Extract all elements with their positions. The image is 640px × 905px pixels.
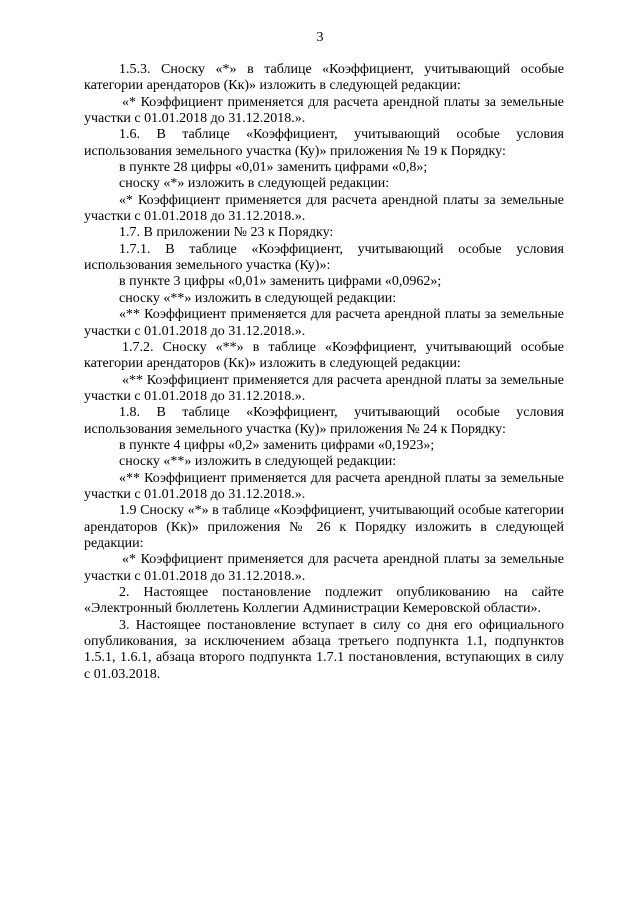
document-body [84,62,564,683]
paragraph-1-9: 1.9 Сноску «*» в таблице «Коэффициент, учитывающий особые категории арендаторов (Кк)» приложения № 26 к Порядку изложить в следующей редакции: [84,503,564,551]
paragraph-1-5-3: 1.5.3. Сноску «*» в таблице «Коэффициент, учитывающий особые категории арендаторов (Кк)» изложить в следующей редакции: [84,62,564,94]
paragraph-footnote-text: «* Коэффициент применяется для расчета арендной платы за земельные участки с 01.01.2018 до 31.12.2018.». [84,94,564,127]
paragraph-1-7-1: 1.7.1. В таблице «Коэффициент, учитывающий особые условия использования земельного участка (Ку)»: [84,241,564,274]
paragraph-footnote-text: «** Коэффициент применяется для расчета арендной платы за земельные участки с 01.01.2018 до 31.12.2018.». [84,372,564,404]
paragraph-1-6: 1.6. В таблице «Коэффициент, учитывающий особые условия использования земельного участка (Ку)» приложения № 19 к Порядку: [84,127,564,159]
paragraph-footnote-intro: сноску «*» изложить в следующей редакции: [119,176,390,192]
paragraph-footnote-text: «* Коэффициент применяется для расчета арендной платы за земельные участки с 01.01.2018 до 31.12.2018.». [84,552,564,584]
paragraph-footnote-text: «** Коэффициент применяется для расчета арендной платы за земельные участки с 01.01.2018 до 31.12.2018.». [84,307,564,339]
paragraph-footnote-text: «* Коэффициент применяется для расчета арендной платы за земельные участки с 01.01.2018 до 31.12.2018.». [84,192,564,225]
paragraph-1-7-2: 1.7.2. Сноску «**» в таблице «Коэффициент, учитывающий особые категории арендаторов (Кк)» изложить в следующей редакции: [84,339,564,372]
paragraph-replace-digits: в пункте 28 цифры «0,01» заменить цифрами «0,8»; [119,160,428,176]
paragraph-replace-digits: в пункте 4 цифры «0,2» заменить цифрами «0,1923»; [119,437,435,453]
paragraph-footnote-intro: сноску «**» изложить в следующей редакции: [119,290,397,306]
paragraph-footnote-text: «** Коэффициент применяется для расчета арендной платы за земельные участки с 01.01.2018 до 31.12.2018.». [84,470,564,502]
paragraph-3: 3. Настоящее постановление вступает в силу со дня его официального опубликования, за исключением абзаца третьего подпункта 1.1, подпунктов 1.5.1, 1.6.1, абзаца второго подпункта 1.7.1 постановления, вступающих в силу с 01.03.2018. [84,617,564,682]
paragraph-2: 2. Настоящее постановление подлежит опубликованию на сайте «Электронный бюллетень Коллегии Администрации Кемеровской области». [84,585,564,617]
paragraph-1-8: 1.8. В таблице «Коэффициент, учитывающий особые условия использования земельного участка (Ку)» приложения № 24 к Порядку: [84,405,564,437]
paragraph-replace-digits: в пункте 3 цифры «0,01» заменить цифрами «0,0962»; [119,274,442,290]
page-number: 3 [316,30,324,45]
paragraph-1-7: 1.7. В приложении № 23 к Порядку: [119,225,334,241]
paragraph-footnote-intro: сноску «**» изложить в следующей редакции: [119,454,397,470]
